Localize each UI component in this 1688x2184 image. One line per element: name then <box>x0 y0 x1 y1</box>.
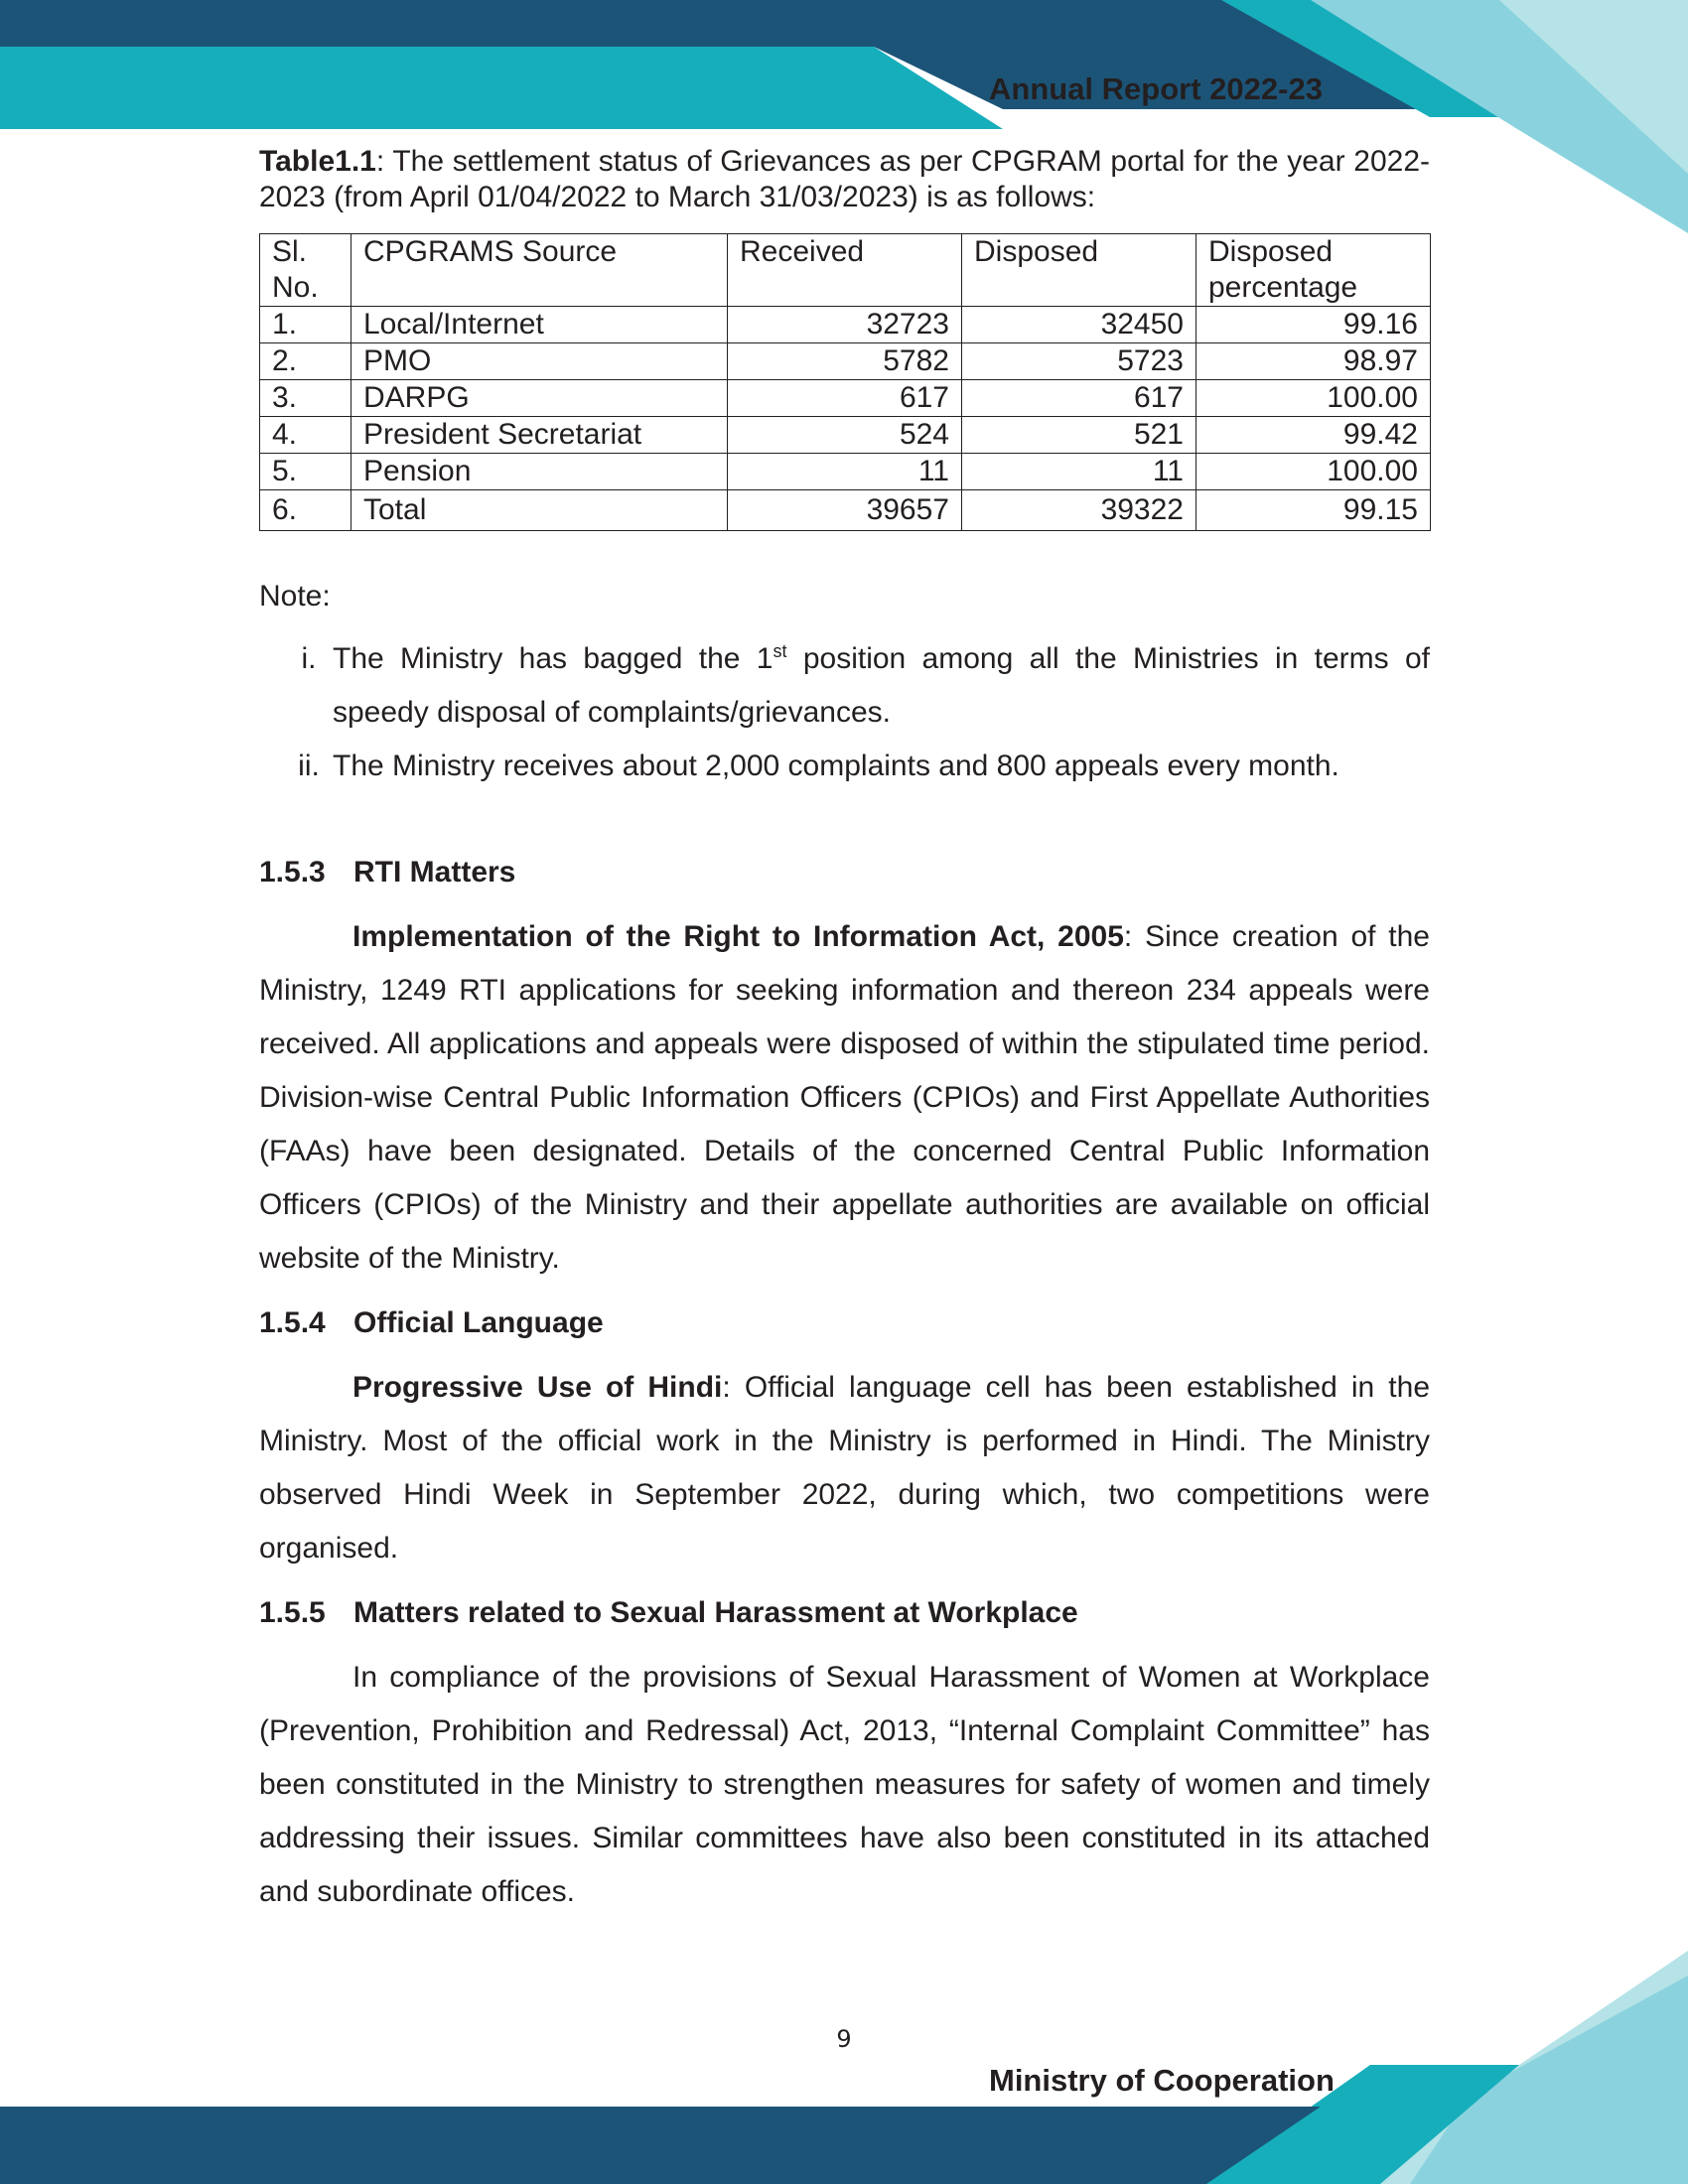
cell-source: Pension <box>352 454 728 490</box>
note-marker: i. <box>301 642 317 675</box>
grievance-table <box>259 233 1431 531</box>
section-heading <box>259 1305 1430 1341</box>
header-teal-band <box>0 47 1003 129</box>
note-marker: ii. <box>298 750 320 782</box>
note-list <box>259 632 1430 793</box>
cell-disposed: 11 <box>962 454 1196 490</box>
footer-title: Ministry of Cooperation <box>989 2063 1335 2098</box>
cell-sl-no: 5. <box>260 454 352 490</box>
footer-navy-band <box>0 2107 1321 2184</box>
paragraph-lead: Implementation of the Right to Information Act, 2005 <box>352 920 1124 953</box>
cell-source: PMO <box>352 343 728 380</box>
cell-sl-no: 1. <box>260 307 352 343</box>
section-paragraph <box>259 1361 1430 1575</box>
section-title: RTI Matters <box>353 856 516 888</box>
section-title: Official Language <box>353 1306 604 1339</box>
page-number: 9 <box>836 2025 852 2053</box>
cell-source: Local/Internet <box>352 307 728 343</box>
cell-disposed-percentage: 99.16 <box>1196 307 1431 343</box>
cell-sl-no: 4. <box>260 417 352 454</box>
cell-received: 11 <box>728 454 962 490</box>
col-header-source: CPGRAMS Source <box>352 234 728 307</box>
table-header-row <box>260 234 1431 307</box>
section-number: 1.5.4 <box>259 1306 326 1339</box>
cell-source: President Secretariat <box>352 417 728 454</box>
cell-disposed-percentage: 99.42 <box>1196 417 1431 454</box>
note-text-part: The Ministry has bagged the 1 <box>333 642 774 675</box>
table-row <box>260 380 1431 417</box>
section-heading <box>259 1595 1430 1631</box>
section-number: 1.5.5 <box>259 1596 326 1629</box>
cell-source: Total <box>352 490 728 531</box>
section-official-language <box>259 1305 1430 1575</box>
cell-sl-no: 2. <box>260 343 352 380</box>
cell-disposed-percentage: 100.00 <box>1196 380 1431 417</box>
section-paragraph <box>259 910 1430 1286</box>
table-caption <box>259 144 1430 215</box>
note-text-part: position among all the Ministries in terms of speedy disposal of complaints/grievances. <box>333 642 1430 729</box>
cell-received: 617 <box>728 380 962 417</box>
cell-received: 32723 <box>728 307 962 343</box>
cell-disposed-percentage: 100.00 <box>1196 454 1431 490</box>
paragraph-lead: Progressive Use of Hindi <box>352 1371 723 1404</box>
table-row <box>260 417 1431 454</box>
cell-disposed: 39322 <box>962 490 1196 531</box>
page-content <box>259 144 1430 1919</box>
header-title: Annual Report 2022-23 <box>989 71 1323 106</box>
col-header-disposed-percentage: Disposed percentage <box>1196 234 1431 307</box>
table-row <box>260 343 1431 380</box>
cell-sl-no: 3. <box>260 380 352 417</box>
col-header-received: Received <box>728 234 962 307</box>
col-header-sl-no: Sl. No. <box>260 234 352 307</box>
table-caption-text: : The settlement status of Grievances as per CPGRAM portal for the year 2022-2023 (from April 01/04/2022 to March 31/03/2023) is as follows: <box>259 145 1430 213</box>
paragraph-body: : Official language cell has been established in the Ministry. Most of the official work in the Ministry is performed in Hindi. The Ministry observed Hindi Week in September 2022, during which, two competitions were organised. <box>259 1371 1431 1565</box>
col-header-disposed: Disposed <box>962 234 1196 307</box>
cell-disposed: 5723 <box>962 343 1196 380</box>
note-text: The Ministry receives about 2,000 complaints and 800 appeals every month. <box>333 750 1339 782</box>
section-title: Matters related to Sexual Harassment at Workplace <box>353 1596 1078 1629</box>
paragraph-body: In compliance of the provisions of Sexual Harassment of Women at Workplace (Prevention, Prohibition and Redressal) Act, 2013, “Internal Complaint Committee” has been constituted in the Ministry to strengthen measures for safety of women and timely addressing their issues. Similar committees have also been constituted in its attached and subordinate offices. <box>259 1661 1430 1908</box>
cell-disposed-percentage: 99.15 <box>1196 490 1431 531</box>
table-row <box>260 454 1431 490</box>
cell-sl-no: 6. <box>260 490 352 531</box>
paragraph-body: : Since creation of the Ministry, 1249 RTI applications for seeking information and thereon 234 appeals were received. All applications and appeals were disposed of within the stipulated time period. Division-wise Central Public Information Officers (CPIOs) and First Appellate Authorities (FAAs) have been designated. Details of the concerned Central Public Information Officers (CPIOs) of the Ministry and their appellate authorities are available on official website of the Ministry. <box>259 920 1430 1275</box>
table-caption-label: Table1.1 <box>259 145 376 178</box>
note-item <box>259 632 1430 740</box>
note-text <box>333 632 1430 740</box>
cell-disposed: 521 <box>962 417 1196 454</box>
cell-received: 5782 <box>728 343 962 380</box>
section-rti-matters <box>259 855 1430 1286</box>
cell-disposed: 617 <box>962 380 1196 417</box>
section-sexual-harassment <box>259 1595 1430 1919</box>
table-total-row <box>260 490 1431 531</box>
cell-received: 39657 <box>728 490 962 531</box>
cell-disposed: 32450 <box>962 307 1196 343</box>
section-heading <box>259 855 1430 890</box>
note-item <box>259 740 1430 793</box>
cell-disposed-percentage: 98.97 <box>1196 343 1431 380</box>
note-label: Note: <box>259 580 331 613</box>
cell-received: 524 <box>728 417 962 454</box>
cell-source: DARPG <box>352 380 728 417</box>
section-paragraph <box>259 1651 1430 1919</box>
note-superscript: st <box>773 641 787 661</box>
table-row <box>260 307 1431 343</box>
section-number: 1.5.3 <box>259 856 326 888</box>
